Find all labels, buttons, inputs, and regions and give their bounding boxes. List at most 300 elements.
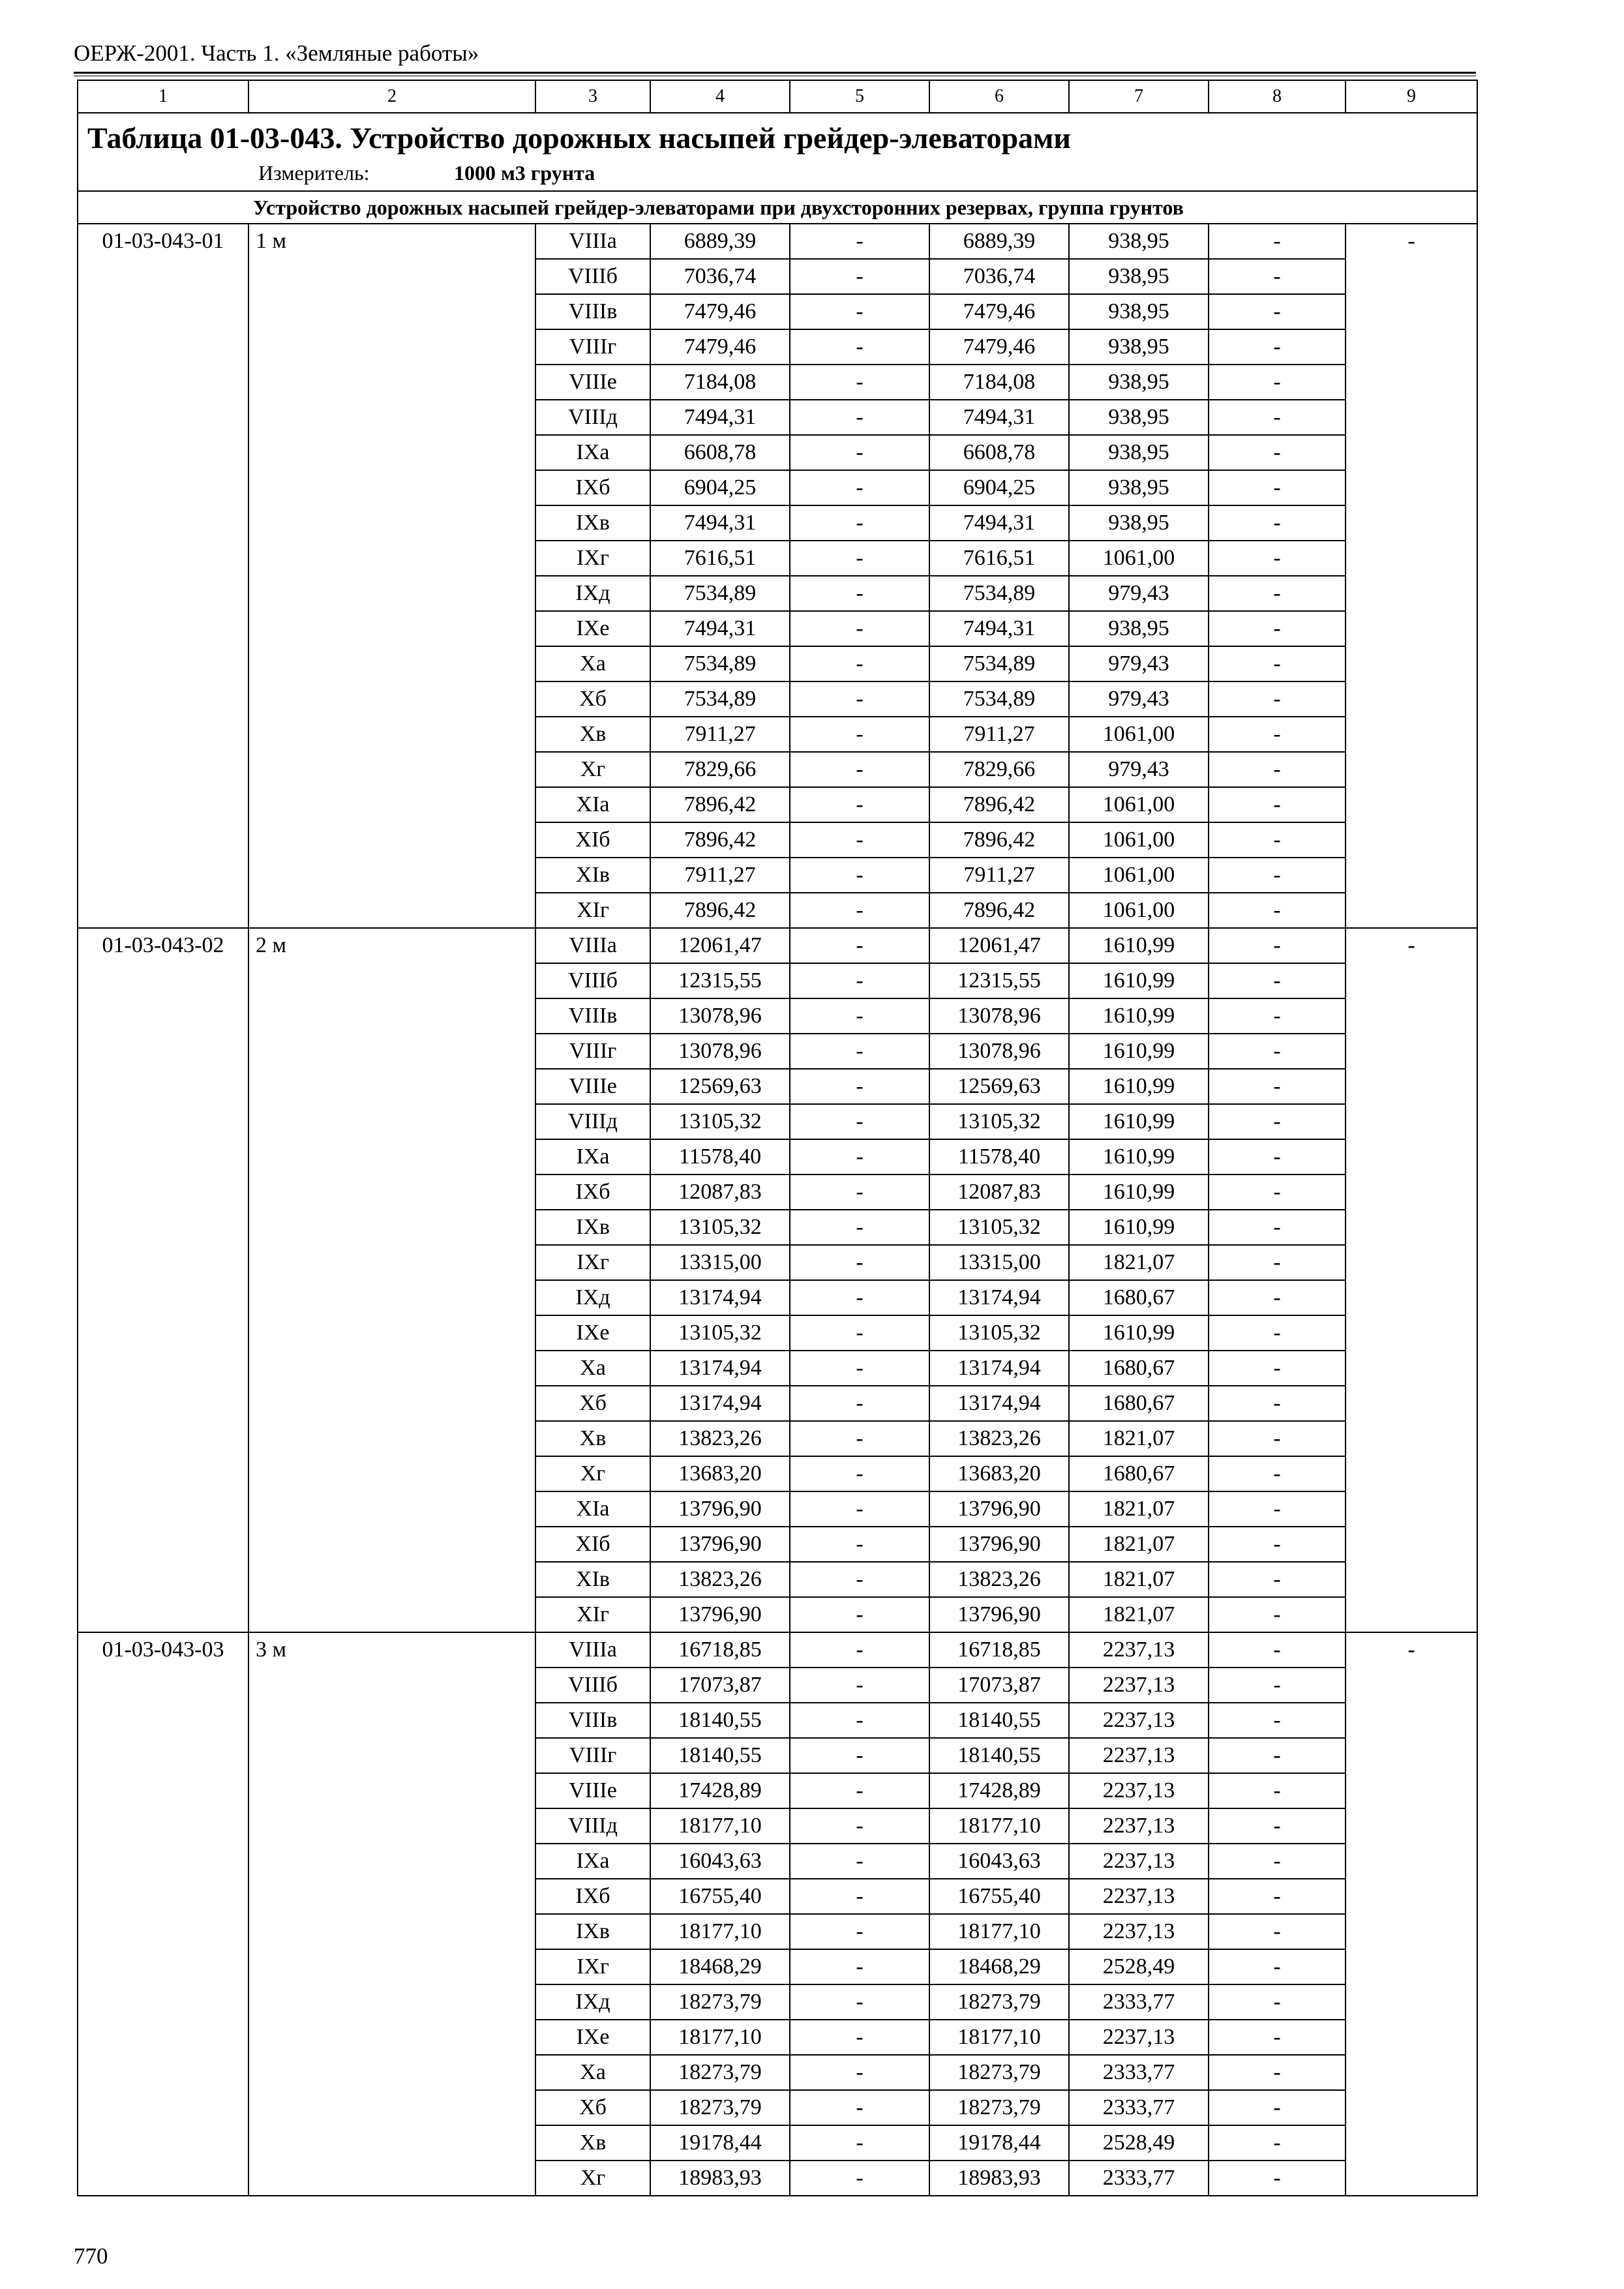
materials-cost: -	[1209, 1773, 1346, 1808]
rate-code: 01-03-043-02	[78, 928, 248, 1632]
soil-group: Xб	[535, 681, 650, 717]
soil-group: VIIIв	[535, 998, 650, 1034]
machine-cost: 18177,10	[929, 2020, 1069, 2055]
soil-group: XIб	[535, 1527, 650, 1562]
machine-cost: 18177,10	[929, 1914, 1069, 1949]
wages: -	[790, 611, 929, 646]
soil-group: Xв	[535, 2125, 650, 2161]
machine-cost: 7494,31	[929, 611, 1069, 646]
total-cost: 12569,63	[650, 1069, 790, 1104]
column-numbers-row	[78, 80, 1477, 113]
soil-group: Xб	[535, 2090, 650, 2125]
soil-group: VIIIг	[535, 1738, 650, 1773]
machine-cost: 18273,79	[929, 2055, 1069, 2090]
machinist-wages: 1821,07	[1069, 1491, 1209, 1527]
materials-cost: -	[1209, 1808, 1346, 1844]
column-number: 2	[248, 80, 535, 113]
total-cost: 18468,29	[650, 1949, 790, 1984]
wages: -	[790, 1597, 929, 1632]
machine-cost: 13796,90	[929, 1491, 1069, 1527]
machine-cost: 18273,79	[929, 1984, 1069, 2020]
machinist-wages: 2333,77	[1069, 2090, 1209, 2125]
total-cost: 18140,55	[650, 1703, 790, 1738]
soil-group: Xа	[535, 1351, 650, 1386]
materials-cost: -	[1209, 858, 1346, 893]
soil-group: VIIIд	[535, 1104, 650, 1139]
materials-cost: -	[1209, 1879, 1346, 1914]
table-title-cell	[78, 113, 1477, 191]
machine-cost: 17428,89	[929, 1773, 1069, 1808]
soil-group: XIа	[535, 787, 650, 822]
materials-cost: -	[1209, 576, 1346, 611]
column-number: 4	[650, 80, 790, 113]
materials-cost: -	[1209, 1984, 1346, 2020]
machinist-wages: 1821,07	[1069, 1527, 1209, 1562]
wages: -	[790, 1456, 929, 1491]
total-cost: 7896,42	[650, 787, 790, 822]
machinist-wages: 1610,99	[1069, 998, 1209, 1034]
machinist-wages: 2237,13	[1069, 1632, 1209, 1668]
machine-cost: 7896,42	[929, 787, 1069, 822]
wages: -	[790, 1879, 929, 1914]
labor-hours: -	[1346, 928, 1477, 1632]
total-cost: 7036,74	[650, 259, 790, 294]
meter-line	[87, 159, 1470, 187]
soil-group: XIб	[535, 822, 650, 858]
soil-group: IXд	[535, 1984, 650, 2020]
machine-cost: 13174,94	[929, 1280, 1069, 1315]
total-cost: 13823,26	[650, 1421, 790, 1456]
materials-cost: -	[1209, 259, 1346, 294]
materials-cost: -	[1209, 2020, 1346, 2055]
machine-cost: 13796,90	[929, 1527, 1069, 1562]
machine-cost: 13683,20	[929, 1456, 1069, 1491]
machinist-wages: 1821,07	[1069, 1245, 1209, 1280]
materials-cost: -	[1209, 1104, 1346, 1139]
machinist-wages: 1610,99	[1069, 1139, 1209, 1174]
wages: -	[790, 1421, 929, 1456]
soil-group: VIIIв	[535, 294, 650, 329]
materials-cost: -	[1209, 1597, 1346, 1632]
soil-group: IXб	[535, 1174, 650, 1210]
soil-group: VIIIг	[535, 1034, 650, 1069]
soil-group: Xа	[535, 2055, 650, 2090]
wages: -	[790, 294, 929, 329]
wages: -	[790, 822, 929, 858]
machinist-wages: 2237,13	[1069, 1844, 1209, 1879]
total-cost: 7494,31	[650, 611, 790, 646]
materials-cost: -	[1209, 1245, 1346, 1280]
machine-cost: 7534,89	[929, 576, 1069, 611]
materials-cost: -	[1209, 717, 1346, 752]
total-cost: 12061,47	[650, 928, 790, 963]
machinist-wages: 2237,13	[1069, 1773, 1209, 1808]
soil-group: XIг	[535, 1597, 650, 1632]
wages: -	[790, 1984, 929, 2020]
wages: -	[790, 1668, 929, 1703]
machinist-wages: 979,43	[1069, 681, 1209, 717]
machine-cost: 16718,85	[929, 1632, 1069, 1668]
soil-group: VIIIе	[535, 1773, 650, 1808]
total-cost: 7829,66	[650, 752, 790, 787]
machine-cost: 7184,08	[929, 365, 1069, 400]
machine-cost: 7534,89	[929, 681, 1069, 717]
machinist-wages: 938,95	[1069, 400, 1209, 435]
total-cost: 19178,44	[650, 2125, 790, 2161]
machinist-wages: 938,95	[1069, 470, 1209, 505]
wages: -	[790, 1210, 929, 1245]
estimate-table	[77, 80, 1478, 2196]
machinist-wages: 1610,99	[1069, 928, 1209, 963]
page-number: 770	[74, 2243, 108, 2269]
soil-group: VIIIб	[535, 1668, 650, 1703]
machinist-wages: 2237,13	[1069, 1668, 1209, 1703]
total-cost: 12315,55	[650, 963, 790, 998]
column-number: 7	[1069, 80, 1209, 113]
machine-cost: 7829,66	[929, 752, 1069, 787]
soil-group: IXб	[535, 470, 650, 505]
machine-cost: 7479,46	[929, 294, 1069, 329]
rate-name: 1 м	[248, 224, 535, 928]
total-cost: 18983,93	[650, 2161, 790, 2196]
machine-cost: 18983,93	[929, 2161, 1069, 2196]
materials-cost: -	[1209, 681, 1346, 717]
total-cost: 13105,32	[650, 1210, 790, 1245]
machinist-wages: 1610,99	[1069, 1210, 1209, 1245]
machine-cost: 13823,26	[929, 1421, 1069, 1456]
wages: -	[790, 1034, 929, 1069]
wages: -	[790, 259, 929, 294]
total-cost: 7616,51	[650, 541, 790, 576]
machine-cost: 13315,00	[929, 1245, 1069, 1280]
machinist-wages: 2237,13	[1069, 1879, 1209, 1914]
materials-cost: -	[1209, 505, 1346, 541]
section-heading: Устройство дорожных насыпей грейдер-элеваторами при двухсторонних резервах, группа грунтов	[78, 191, 1477, 224]
soil-group: VIIIа	[535, 1632, 650, 1668]
machinist-wages: 2528,49	[1069, 1949, 1209, 1984]
materials-cost: -	[1209, 329, 1346, 365]
materials-cost: -	[1209, 1456, 1346, 1491]
soil-group: IXв	[535, 505, 650, 541]
wages: -	[790, 1773, 929, 1808]
materials-cost: -	[1209, 1844, 1346, 1879]
wages: -	[790, 1738, 929, 1773]
machine-cost: 18468,29	[929, 1949, 1069, 1984]
wages: -	[790, 2125, 929, 2161]
materials-cost: -	[1209, 1562, 1346, 1597]
soil-group: VIIIа	[535, 224, 650, 259]
machine-cost: 18177,10	[929, 1808, 1069, 1844]
materials-cost: -	[1209, 1034, 1346, 1069]
machinist-wages: 1680,67	[1069, 1456, 1209, 1491]
wages: -	[790, 1527, 929, 1562]
machinist-wages: 2237,13	[1069, 2020, 1209, 2055]
soil-group: IXг	[535, 541, 650, 576]
machinist-wages: 938,95	[1069, 294, 1209, 329]
machine-cost: 7911,27	[929, 717, 1069, 752]
machine-cost: 7911,27	[929, 858, 1069, 893]
wages: -	[790, 1104, 929, 1139]
wages: -	[790, 400, 929, 435]
materials-cost: -	[1209, 646, 1346, 681]
soil-group: IXе	[535, 611, 650, 646]
total-cost: 13174,94	[650, 1280, 790, 1315]
materials-cost: -	[1209, 1491, 1346, 1527]
materials-cost: -	[1209, 1069, 1346, 1104]
wages: -	[790, 1315, 929, 1351]
wages: -	[790, 1069, 929, 1104]
materials-cost: -	[1209, 2090, 1346, 2125]
soil-group: VIIIв	[535, 1703, 650, 1738]
machinist-wages: 2237,13	[1069, 1738, 1209, 1773]
machinist-wages: 1680,67	[1069, 1280, 1209, 1315]
materials-cost: -	[1209, 1174, 1346, 1210]
machine-cost: 6889,39	[929, 224, 1069, 259]
machinist-wages: 938,95	[1069, 435, 1209, 470]
machinist-wages: 1610,99	[1069, 1034, 1209, 1069]
total-cost: 13078,96	[650, 1034, 790, 1069]
wages: -	[790, 2161, 929, 2196]
machinist-wages: 979,43	[1069, 576, 1209, 611]
total-cost: 7896,42	[650, 822, 790, 858]
total-cost: 7534,89	[650, 576, 790, 611]
machinist-wages: 2333,77	[1069, 1984, 1209, 2020]
materials-cost: -	[1209, 963, 1346, 998]
wages: -	[790, 928, 929, 963]
machine-cost: 13105,32	[929, 1104, 1069, 1139]
machine-cost: 18140,55	[929, 1703, 1069, 1738]
total-cost: 6904,25	[650, 470, 790, 505]
column-number: 3	[535, 80, 650, 113]
machinist-wages: 1821,07	[1069, 1421, 1209, 1456]
wages: -	[790, 365, 929, 400]
machine-cost: 13823,26	[929, 1562, 1069, 1597]
rate-code: 01-03-043-03	[78, 1632, 248, 2196]
total-cost: 13796,90	[650, 1597, 790, 1632]
machinist-wages: 2237,13	[1069, 1808, 1209, 1844]
total-cost: 12087,83	[650, 1174, 790, 1210]
materials-cost: -	[1209, 1738, 1346, 1773]
total-cost: 13078,96	[650, 998, 790, 1034]
soil-group: IXв	[535, 1210, 650, 1245]
total-cost: 13174,94	[650, 1386, 790, 1421]
wages: -	[790, 717, 929, 752]
wages: -	[790, 1245, 929, 1280]
soil-group: XIг	[535, 893, 650, 928]
total-cost: 7534,89	[650, 646, 790, 681]
machinist-wages: 1061,00	[1069, 541, 1209, 576]
total-cost: 7911,27	[650, 717, 790, 752]
rate-code: 01-03-043-01	[78, 224, 248, 928]
materials-cost: -	[1209, 1703, 1346, 1738]
wages: -	[790, 1844, 929, 1879]
total-cost: 7479,46	[650, 294, 790, 329]
wages: -	[790, 435, 929, 470]
rate-name: 3 м	[248, 1632, 535, 2196]
section-row	[78, 191, 1477, 224]
total-cost: 13796,90	[650, 1527, 790, 1562]
meter-label: Измеритель:	[258, 161, 370, 185]
total-cost: 7534,89	[650, 681, 790, 717]
labor-hours: -	[1346, 1632, 1477, 2196]
materials-cost: -	[1209, 1914, 1346, 1949]
table-title-row	[78, 113, 1477, 191]
total-cost: 18273,79	[650, 2090, 790, 2125]
soil-group: IXе	[535, 2020, 650, 2055]
machinist-wages: 938,95	[1069, 505, 1209, 541]
materials-cost: -	[1209, 2161, 1346, 2196]
machine-cost: 11578,40	[929, 1139, 1069, 1174]
total-cost: 13315,00	[650, 1245, 790, 1280]
header-rule	[74, 72, 1476, 74]
machinist-wages: 979,43	[1069, 752, 1209, 787]
wages: -	[790, 1174, 929, 1210]
wages: -	[790, 541, 929, 576]
machinist-wages: 1061,00	[1069, 858, 1209, 893]
total-cost: 18177,10	[650, 2020, 790, 2055]
materials-cost: -	[1209, 787, 1346, 822]
total-cost: 6608,78	[650, 435, 790, 470]
machinist-wages: 1610,99	[1069, 1104, 1209, 1139]
machinist-wages: 938,95	[1069, 259, 1209, 294]
total-cost: 13683,20	[650, 1456, 790, 1491]
machinist-wages: 1821,07	[1069, 1562, 1209, 1597]
meter-value: 1000 м3 грунта	[454, 161, 595, 185]
soil-group: Xг	[535, 1456, 650, 1491]
column-number: 6	[929, 80, 1069, 113]
total-cost: 13823,26	[650, 1562, 790, 1597]
machine-cost: 12087,83	[929, 1174, 1069, 1210]
wages: -	[790, 1280, 929, 1315]
running-head: ОЕРЖ-2001. Часть 1. «Земляные работы»	[74, 40, 479, 66]
wages: -	[790, 576, 929, 611]
machinist-wages: 938,95	[1069, 224, 1209, 259]
wages: -	[790, 470, 929, 505]
machine-cost: 12315,55	[929, 963, 1069, 998]
materials-cost: -	[1209, 1280, 1346, 1315]
machinist-wages: 1061,00	[1069, 893, 1209, 928]
materials-cost: -	[1209, 1139, 1346, 1174]
wages: -	[790, 1139, 929, 1174]
total-cost: 7896,42	[650, 893, 790, 928]
machinist-wages: 1610,99	[1069, 963, 1209, 998]
wages: -	[790, 1949, 929, 1984]
materials-cost: -	[1209, 1210, 1346, 1245]
machine-cost: 7896,42	[929, 822, 1069, 858]
machine-cost: 7494,31	[929, 400, 1069, 435]
total-cost: 7911,27	[650, 858, 790, 893]
materials-cost: -	[1209, 611, 1346, 646]
materials-cost: -	[1209, 893, 1346, 928]
total-cost: 6889,39	[650, 224, 790, 259]
total-cost: 7494,31	[650, 400, 790, 435]
soil-group: Xб	[535, 1386, 650, 1421]
machinist-wages: 979,43	[1069, 646, 1209, 681]
wages: -	[790, 1703, 929, 1738]
soil-group: VIIIб	[535, 259, 650, 294]
materials-cost: -	[1209, 1386, 1346, 1421]
soil-group: VIIIд	[535, 400, 650, 435]
soil-group: XIв	[535, 858, 650, 893]
total-cost: 13105,32	[650, 1315, 790, 1351]
machine-cost: 7494,31	[929, 505, 1069, 541]
machine-cost: 13105,32	[929, 1315, 1069, 1351]
total-cost: 18273,79	[650, 2055, 790, 2090]
machine-cost: 18273,79	[929, 2090, 1069, 2125]
materials-cost: -	[1209, 435, 1346, 470]
total-cost: 18273,79	[650, 1984, 790, 2020]
wages: -	[790, 224, 929, 259]
wages: -	[790, 646, 929, 681]
column-number: 8	[1209, 80, 1346, 113]
soil-group: VIIIб	[535, 963, 650, 998]
soil-group: VIIIд	[535, 1808, 650, 1844]
soil-group: XIа	[535, 1491, 650, 1527]
materials-cost: -	[1209, 822, 1346, 858]
machine-cost: 18140,55	[929, 1738, 1069, 1773]
machine-cost: 12569,63	[929, 1069, 1069, 1104]
total-cost: 13174,94	[650, 1351, 790, 1386]
machinist-wages: 1061,00	[1069, 787, 1209, 822]
machinist-wages: 2237,13	[1069, 1914, 1209, 1949]
wages: -	[790, 858, 929, 893]
total-cost: 16755,40	[650, 1879, 790, 1914]
total-cost: 11578,40	[650, 1139, 790, 1174]
machinist-wages: 1680,67	[1069, 1351, 1209, 1386]
machine-cost: 7036,74	[929, 259, 1069, 294]
materials-cost: -	[1209, 400, 1346, 435]
rate-name: 2 м	[248, 928, 535, 1632]
materials-cost: -	[1209, 541, 1346, 576]
machine-cost: 6608,78	[929, 435, 1069, 470]
total-cost: 7479,46	[650, 329, 790, 365]
machinist-wages: 1610,99	[1069, 1315, 1209, 1351]
total-cost: 7494,31	[650, 505, 790, 541]
materials-cost: -	[1209, 1315, 1346, 1351]
table-row	[78, 224, 1477, 259]
machinist-wages: 2528,49	[1069, 2125, 1209, 2161]
materials-cost: -	[1209, 224, 1346, 259]
wages: -	[790, 681, 929, 717]
machinist-wages: 1610,99	[1069, 1174, 1209, 1210]
total-cost: 18177,10	[650, 1808, 790, 1844]
column-number: 5	[790, 80, 929, 113]
column-number: 9	[1346, 80, 1477, 113]
soil-group: IXа	[535, 435, 650, 470]
machine-cost: 7616,51	[929, 541, 1069, 576]
machinist-wages: 2333,77	[1069, 2161, 1209, 2196]
machine-cost: 7534,89	[929, 646, 1069, 681]
machine-cost: 19178,44	[929, 2125, 1069, 2161]
soil-group: Xв	[535, 1421, 650, 1456]
total-cost: 17428,89	[650, 1773, 790, 1808]
wages: -	[790, 1562, 929, 1597]
machine-cost: 17073,87	[929, 1668, 1069, 1703]
soil-group: IXв	[535, 1914, 650, 1949]
total-cost: 18140,55	[650, 1738, 790, 1773]
soil-group: IXб	[535, 1879, 650, 1914]
table-title: Таблица 01-03-043. Устройство дорожных насыпей грейдер-элеваторами	[87, 121, 1071, 155]
materials-cost: -	[1209, 365, 1346, 400]
machine-cost: 12061,47	[929, 928, 1069, 963]
total-cost: 16718,85	[650, 1632, 790, 1668]
machine-cost: 7896,42	[929, 893, 1069, 928]
table-row	[78, 928, 1477, 963]
soil-group: IXа	[535, 1844, 650, 1879]
soil-group: IXд	[535, 1280, 650, 1315]
total-cost: 17073,87	[650, 1668, 790, 1703]
materials-cost: -	[1209, 1527, 1346, 1562]
